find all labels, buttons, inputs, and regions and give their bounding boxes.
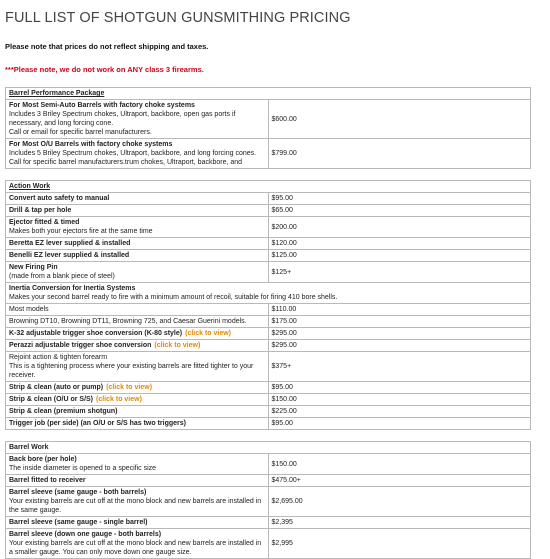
item-cell — [6, 394, 269, 406]
price-cell: $295.00 — [268, 340, 531, 352]
table-row — [6, 304, 531, 316]
table-row — [6, 217, 531, 238]
table-row — [6, 529, 531, 559]
table-row — [6, 238, 531, 250]
item-cell — [6, 316, 269, 328]
table-row — [6, 517, 531, 529]
item-cell — [6, 517, 269, 529]
item-cell — [6, 217, 269, 238]
section-header: Action Work — [6, 181, 531, 193]
price-cell: $110.00 — [268, 304, 531, 316]
item-cell — [6, 406, 269, 418]
item-title: Ejector fitted & timed — [9, 219, 80, 226]
price-cell: $95.00 — [268, 382, 531, 394]
price-cell: $175.00 — [268, 316, 531, 328]
item-text: Rejoint action & tighten forearm — [9, 354, 108, 361]
click-to-view-link[interactable]: (click to view) — [185, 330, 232, 337]
item-title: Benelli EZ lever supplied & installed — [9, 252, 130, 259]
item-cell — [6, 475, 269, 487]
table-row — [6, 100, 531, 139]
price-cell: $150.00 — [268, 394, 531, 406]
price-cell: $225.00 — [268, 406, 531, 418]
item-cell — [6, 340, 269, 352]
table-row — [6, 340, 531, 352]
item-desc: Call for specific barrel manufacturers.trum chokes, Ultraport, backbore, and — [9, 159, 243, 166]
item-title: New Firing Pin — [9, 264, 58, 271]
price-cell: $2,995 — [268, 529, 531, 559]
item-title: Drill & tap per hole — [9, 207, 72, 214]
price-cell: $799.00 — [268, 139, 531, 169]
click-to-view-link[interactable]: (click to view) — [96, 396, 142, 403]
item-title: Back bore (per hole) — [9, 456, 77, 463]
item-title: For Most Semi-Auto Barrels with factory choke systems — [9, 102, 195, 109]
table-row — [6, 406, 531, 418]
item-cell — [6, 205, 269, 217]
shipping-note: Please note that prices do not reflect shipping and taxes. — [5, 42, 209, 51]
item-title: For Most O/U Barrels with factory choke systems — [9, 141, 173, 148]
table-row — [6, 487, 531, 517]
item-desc: Your existing barrels are cut off at the mono block and new barrels are installed in a smaller gauge. You can only move down one gauge size. — [9, 540, 262, 556]
item-title: Barrel fitted to receiver — [9, 477, 86, 484]
price-cell: $125.00 — [268, 250, 531, 262]
item-desc: Makes both your ejectors fire at the same time — [9, 228, 153, 235]
price-cell: $95.00 — [268, 193, 531, 205]
price-cell: $2,695.00 — [268, 487, 531, 517]
barrel-work-table — [5, 441, 531, 559]
item-text: Most models — [9, 306, 49, 313]
item-desc: Your existing barrels are cut off at the mono block and new barrels are installed in the same gauge. — [9, 498, 262, 514]
item-cell — [6, 328, 269, 340]
item-title: Trigger job (per side) (an O/U or S/S has two triggers) — [9, 420, 186, 427]
class3-note: ***Please note, we do not work on ANY class 3 firearms. — [5, 65, 204, 74]
item-cell — [6, 529, 269, 559]
item-desc: (made from a blank piece of steel) — [9, 273, 115, 280]
price-cell: $200.00 — [268, 217, 531, 238]
section-header: Barrel Work — [6, 442, 531, 454]
price-cell: $2,395 — [268, 517, 531, 529]
table-row — [6, 454, 531, 475]
item-text: Browning DT10, Browning DT11, Browning 725, and Caesar Guerini models. — [9, 318, 247, 325]
item-cell — [6, 418, 269, 430]
item-title: Strip & clean (premium shotgun) — [9, 408, 118, 415]
item-title: Perazzi adjustable trigger shoe conversion — [9, 342, 152, 349]
item-desc: This is a tightening process where your existing barrels are fitted tighter to your receiver. — [9, 363, 254, 379]
table-row — [6, 316, 531, 328]
price-cell: $600.00 — [268, 100, 531, 139]
item-desc: The inside diameter is opened to a specific size — [9, 465, 157, 472]
price-cell: $150.00 — [268, 454, 531, 475]
page-title: FULL LIST OF SHOTGUN GUNSMITHING PRICING — [5, 10, 351, 26]
table-row — [6, 418, 531, 430]
item-title: Strip & clean (O/U or S/S) — [9, 396, 94, 403]
price-cell: $295.00 — [268, 328, 531, 340]
item-title: Barrel sleeve (down one gauge - both barrels) — [9, 531, 162, 538]
item-cell — [6, 304, 269, 316]
item-title: Strip & clean (auto or pump) — [9, 384, 104, 391]
item-desc: Includes 5 Briley Spectrum chokes, Ultraport, backbore, and long forcing cones. — [9, 150, 257, 157]
price-cell: $475.00+ — [268, 475, 531, 487]
item-title: K-32 adjustable trigger shoe conversion (K-80 style) — [9, 330, 183, 337]
price-cell: $95.00 — [268, 418, 531, 430]
table-row — [6, 205, 531, 217]
item-cell — [6, 454, 269, 475]
item-cell — [6, 139, 269, 169]
item-cell — [6, 193, 269, 205]
table-row — [6, 193, 531, 205]
item-title: Beretta EZ lever supplied & installed — [9, 240, 131, 247]
item-cell — [6, 262, 269, 283]
item-cell — [6, 352, 269, 382]
section-header: Barrel Performance Package — [6, 88, 531, 100]
table-row — [6, 283, 531, 304]
click-to-view-link[interactable]: (click to view) — [106, 384, 153, 391]
table-row — [6, 352, 531, 382]
item-cell — [6, 100, 269, 139]
table-row — [6, 262, 531, 283]
table-row — [6, 250, 531, 262]
item-cell — [6, 487, 269, 517]
price-cell: $120.00 — [268, 238, 531, 250]
action-work-table — [5, 180, 531, 430]
price-cell: $375+ — [268, 352, 531, 382]
item-title: Convert auto safety to manual — [9, 195, 110, 202]
item-desc: Makes your second barrel ready to fire with a minimum amount of recoil, suitable for firing 410 bore shells. — [9, 294, 338, 301]
item-title: Barrel sleeve (same gauge - single barrel) — [9, 519, 148, 526]
table-row — [6, 139, 531, 169]
item-cell — [6, 283, 531, 304]
item-cell — [6, 250, 269, 262]
item-desc: Includes 3 Briley Spectrum chokes, Ultraport, backbore, open gas ports if necessary, and long forcing cone. — [9, 111, 236, 127]
click-to-view-link[interactable]: (click to view) — [154, 342, 201, 349]
price-cell: $125+ — [268, 262, 531, 283]
barrel-performance-table — [5, 87, 531, 169]
table-row — [6, 328, 531, 340]
table-row — [6, 394, 531, 406]
table-row — [6, 382, 531, 394]
item-cell — [6, 238, 269, 250]
item-cell — [6, 382, 269, 394]
item-title: Barrel sleeve (same gauge - both barrels) — [9, 489, 147, 496]
item-desc: Call or email for specific barrel manufacturers. — [9, 129, 152, 136]
price-cell: $65.00 — [268, 205, 531, 217]
table-row — [6, 475, 531, 487]
item-title: Inertia Conversion for Inertia Systems — [9, 285, 136, 292]
